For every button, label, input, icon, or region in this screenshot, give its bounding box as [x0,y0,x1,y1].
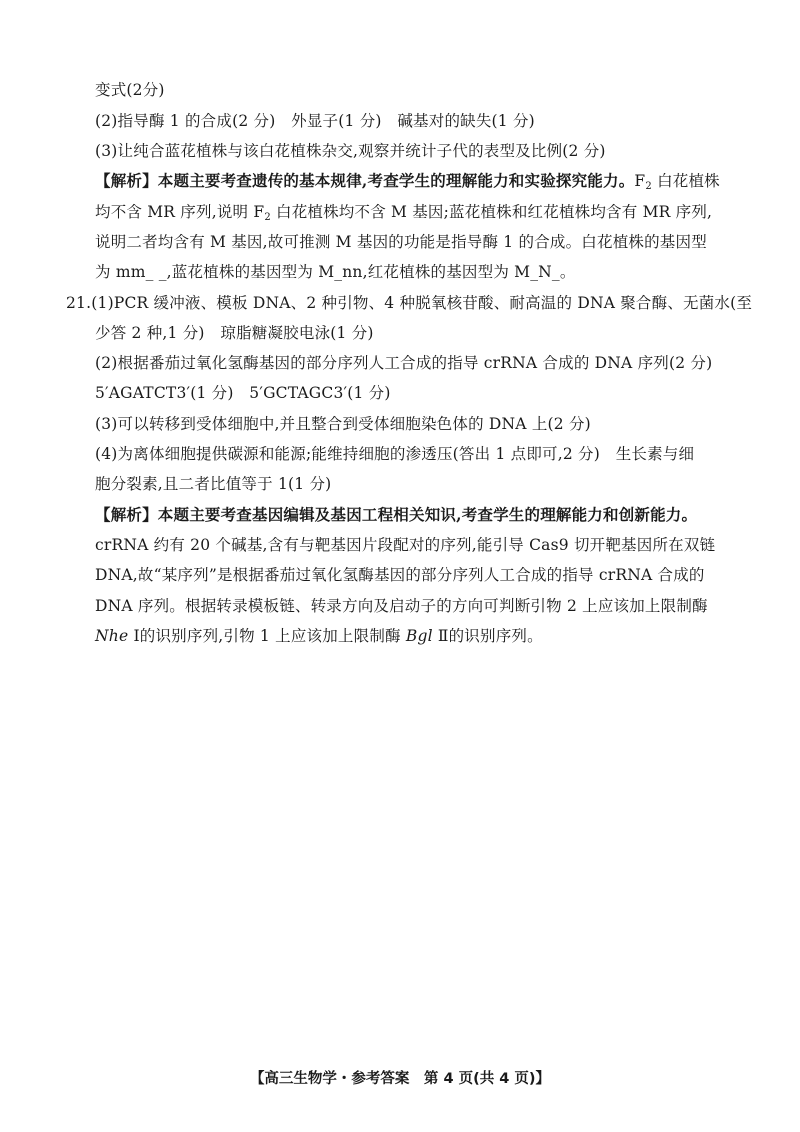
analysis-heading: 【解析】本题主要考查遗传的基本规律,考查学生的理解能力和实验探究能力。 [95,171,635,190]
analysis-line-4: 为 mm_ _,蓝花植株的基因型为 M_nn,红花植株的基因型为 M_N_。 [95,263,576,281]
question-21-line-2: 少答 2 种,1 分) 琼脂糖凝胶电泳(1 分) [95,324,374,342]
text-line-1: 变式(2分) [95,81,165,99]
analysis-f2-sub: 2 [645,181,652,192]
question-21-part-1: (1)PCR 缓冲液、模板 DNA、2 种引物、4 种脱氧核苷酸、耐高温的 DNA 聚合酶、无菌水(至 [91,294,753,312]
question-number: 21. [66,294,92,312]
analysis-f2-label: F [634,172,646,190]
analysis-2-line-4-b: Ⅱ的识别序列。 [432,627,543,645]
question-21-line-1 [66,292,752,314]
analysis-2-line-2: DNA,故“某序列”是根据番茄过氧化氢酶基因的部分序列人工合成的指导 crRNA 合成的 [95,566,705,584]
question-21-line-6: (4)为离体细胞提供碳源和能源;能维持细胞的渗透压(答出 1 点即可,2 分) 生长素与细 [95,445,695,463]
analysis-2-line-4 [95,625,543,647]
analysis-2-line-4-a: Ⅰ的识别序列,引物 1 上应该加上限制酶 [128,627,406,645]
text-line-3: (3)让纯合蓝花植株与该白花植株杂交,观察并统计子代的表型及比例(2 分) [95,142,606,160]
analysis-line-1-tail: 白花植株 [651,172,720,190]
analysis-line-2 [95,201,712,223]
question-21-line-7: 胞分裂素,且二者比值等于 1(1 分) [95,475,332,493]
text-line-2: (2)指导酶 1 的合成(2 分) 外显子(1 分) 碱基对的缺失(1 分) [95,112,535,130]
question-21-line-5: (3)可以转移到受体细胞中,并且整合到受体细胞染色体的 DNA 上(2 分) [95,415,591,433]
analysis-line-1 [95,170,720,192]
analysis-line-2-b: 白花植株均不含 M 基因;蓝花植株和红花植株均含有 MR 序列, [270,203,713,221]
analysis-line-3: 说明二者均含有 M 基因,故可推测 M 基因的功能是指导酶 1 的合成。白花植株的基因型 [95,233,707,251]
analysis-2-line-1: crRNA 约有 20 个碱基,含有与靶基因片段配对的序列,能引导 Cas9 切开靶基因所在双链 [95,536,716,554]
enzyme-nhe: Nhe [95,627,129,645]
analysis-2-heading: 【解析】本题主要考查基因编辑及基因工程相关知识,考查学生的理解能力和创新能力。 [95,505,698,524]
enzyme-bgl: Bgl [405,627,433,645]
analysis-line-2-sub: 2 [264,212,271,223]
page-footer: 【高三生物学・参考答案 第 4 页(共 4 页)】 [249,1071,551,1087]
analysis-line-2-a: 均不含 MR 序列,说明 F [95,203,265,221]
question-21-line-4: 5′AGATCT3′(1 分) 5′GCTAGC3′(1 分) [95,384,391,402]
question-21-line-3: (2)根据番茄过氧化氢酶基因的部分序列人工合成的指导 crRNA 合成的 DNA 序列(2 分) [95,354,713,372]
analysis-2-line-3: DNA 序列。根据转录模板链、转录方向及启动子的方向可判断引物 2 上应该加上限制酶 [95,597,708,615]
